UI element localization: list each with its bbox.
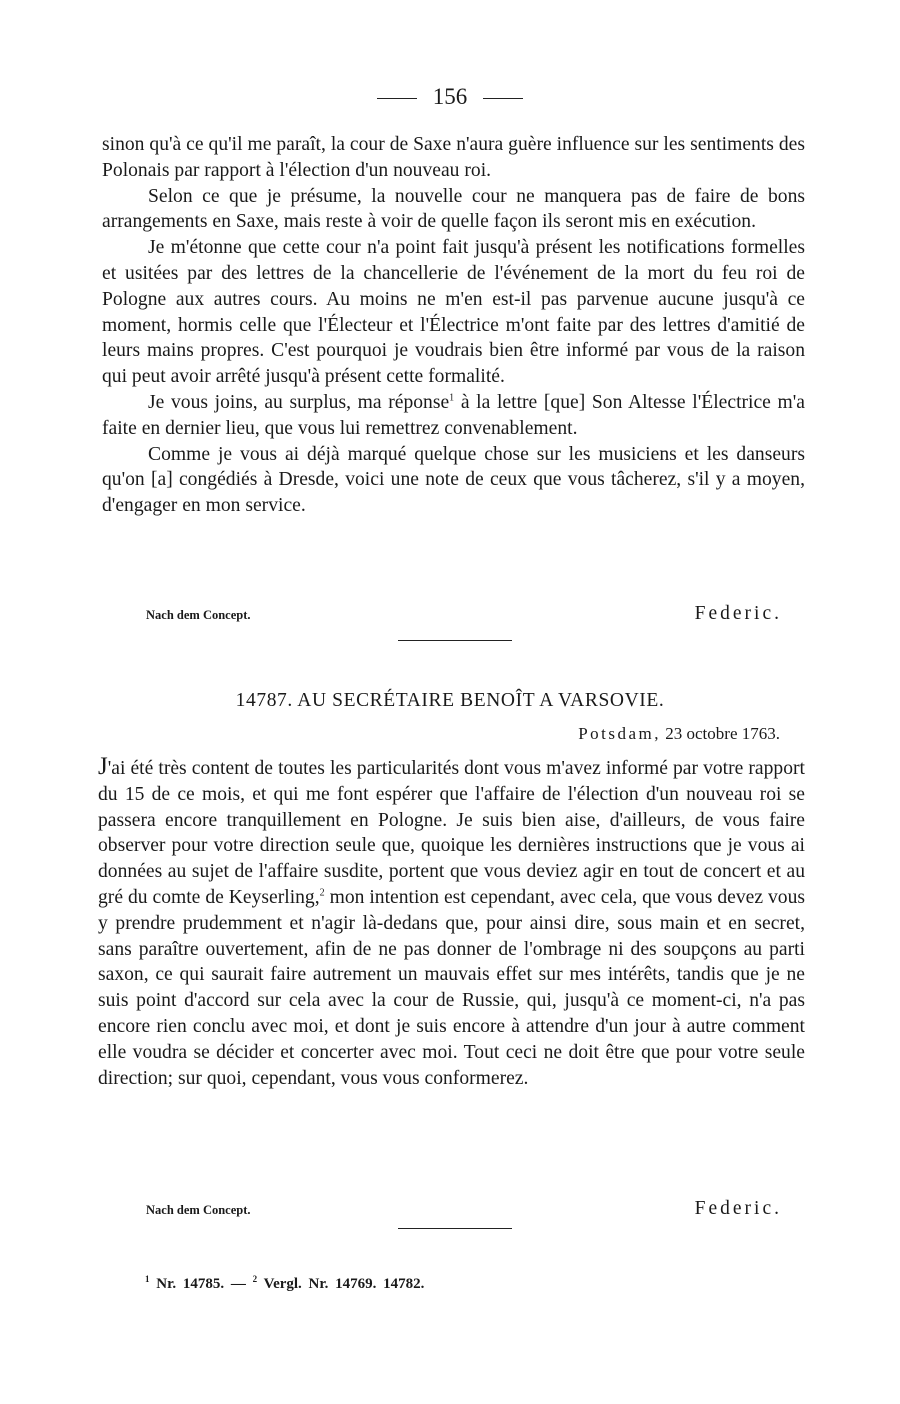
paragraph-text: Je vous joins, au surplus, ma réponse	[148, 391, 450, 413]
letter-1-paragraph: Je m'étonne que cette cour n'a point fait jusqu'à présent les notifications formelles et usitées par des lettres de la chancellerie de l'événement de la mort du feu roi de Pologne aux autres cours. Au moins ne m'en est-il pas parvenue aucune jusqu'à ce moment, hormis celle que l'Électeur et l'Électrice m'ont faite par des lettres d'amitié de leurs mains propres. C'est pourquoi je voudrais bien être informé par vous de la raison qui peut avoir arrêté jusqu'à présent cette formalité.	[102, 237, 805, 388]
footnote-reference: 2	[319, 887, 325, 899]
footnote-marker: 2	[252, 1274, 258, 1284]
signature: Federic.	[694, 603, 782, 624]
letter-title: 14787. AU SECRÉTAIRE BENOÎT A VARSOVIE.	[235, 690, 665, 711]
paragraph-text: 'ai été très content de toutes les particularités dont vous m'avez informé par votre rapport du 15 de ce mois, et qui me font espérer que l'affaire de l'élection d'un nouveau roi se passera encore tranquillement en Pologne. Je suis bien aise, d'ailleurs, de vous faire observer pour votre direction seule que, quoique les dernières instructions que je vous ai données au sujet de l'affaire susdite, portent que vous deviez agir en tout de concert et au gré du comte de Keyserling,	[98, 758, 805, 908]
page-header	[0, 84, 900, 110]
footnote-text: Nr. 14785. —	[156, 1276, 253, 1292]
paragraph-text: à la lettre [que] Son Altesse l'Électrice m'a faite en dernier lieu, que vous lui remettrez convenablement.	[102, 391, 806, 439]
date-value: 23 octobre 1763.	[665, 724, 780, 743]
letter-1-paragraph: sinon qu'à ce qu'il me paraît, la cour de Saxe n'aura guère influence sur les sentiments des Polonais par rapport à l'élection d'un nouveau roi.	[102, 134, 805, 181]
footnotes	[145, 1276, 424, 1293]
signature: Federic.	[694, 1198, 782, 1219]
letter-1-paragraph	[102, 390, 805, 442]
footnote-reference: 1	[449, 392, 455, 404]
footnote-divider	[398, 1228, 512, 1229]
page-number: 156	[432, 84, 468, 109]
letter-2-paragraph	[98, 754, 805, 1091]
section-divider	[398, 640, 512, 641]
letter-2-closing	[102, 1192, 782, 1220]
footnote-marker: 1	[145, 1274, 150, 1284]
header-dash-left	[377, 98, 417, 99]
concept-note: Nach dem Concept.	[146, 608, 251, 622]
date-place: Potsdam,	[578, 724, 662, 743]
letter-1-body	[102, 132, 805, 519]
letter-2-body	[98, 754, 805, 1091]
letter-1-closing	[102, 597, 782, 625]
paragraph-text: mon intention est cependant, avec cela, que vous devez vous y prendre prudemment et n'agir là-dedans que, pour ainsi dire, sous main et en secret, sans paraître ouvertement, afin de ne pas donner de l'ombrage ni des soupçons au parti saxon, ce qui saurait faire autrement un mauvais effet sur mes intérêts, tandis que je ne suis point d'accord sur cela avec la cour de Russie, qui, jusqu'à ce moment-ci, n'a pas encore rien conclu avec moi, et dont je suis encore à attendre d'un jour à autre comment elle voudra se décider et concerter avec moi. Tout ceci ne doit être que pour votre seule direction; sur quoi, cependant, vous vous conformerez.	[98, 886, 805, 1089]
footnote-text: Vergl. Nr. 14769. 14782.	[263, 1276, 425, 1292]
dateline	[578, 724, 780, 744]
letter-1-paragraph: Selon ce que je présume, la nouvelle cour ne manquera pas de faire de bons arrangements en Saxe, mais reste à voir de quelle façon ils seront mis en exécution.	[102, 185, 805, 233]
drop-cap: J	[98, 753, 108, 780]
header-dash-right	[483, 98, 523, 99]
concept-note: Nach dem Concept.	[146, 1203, 251, 1217]
letter-1-paragraph: Comme je vous ai déjà marqué quelque chose sur les musiciens et les danseurs qu'on [a] congédiés à Dresde, voici une note de ceux que vous tâcherez, s'il y a moyen, d'engager en mon service.	[102, 443, 805, 517]
